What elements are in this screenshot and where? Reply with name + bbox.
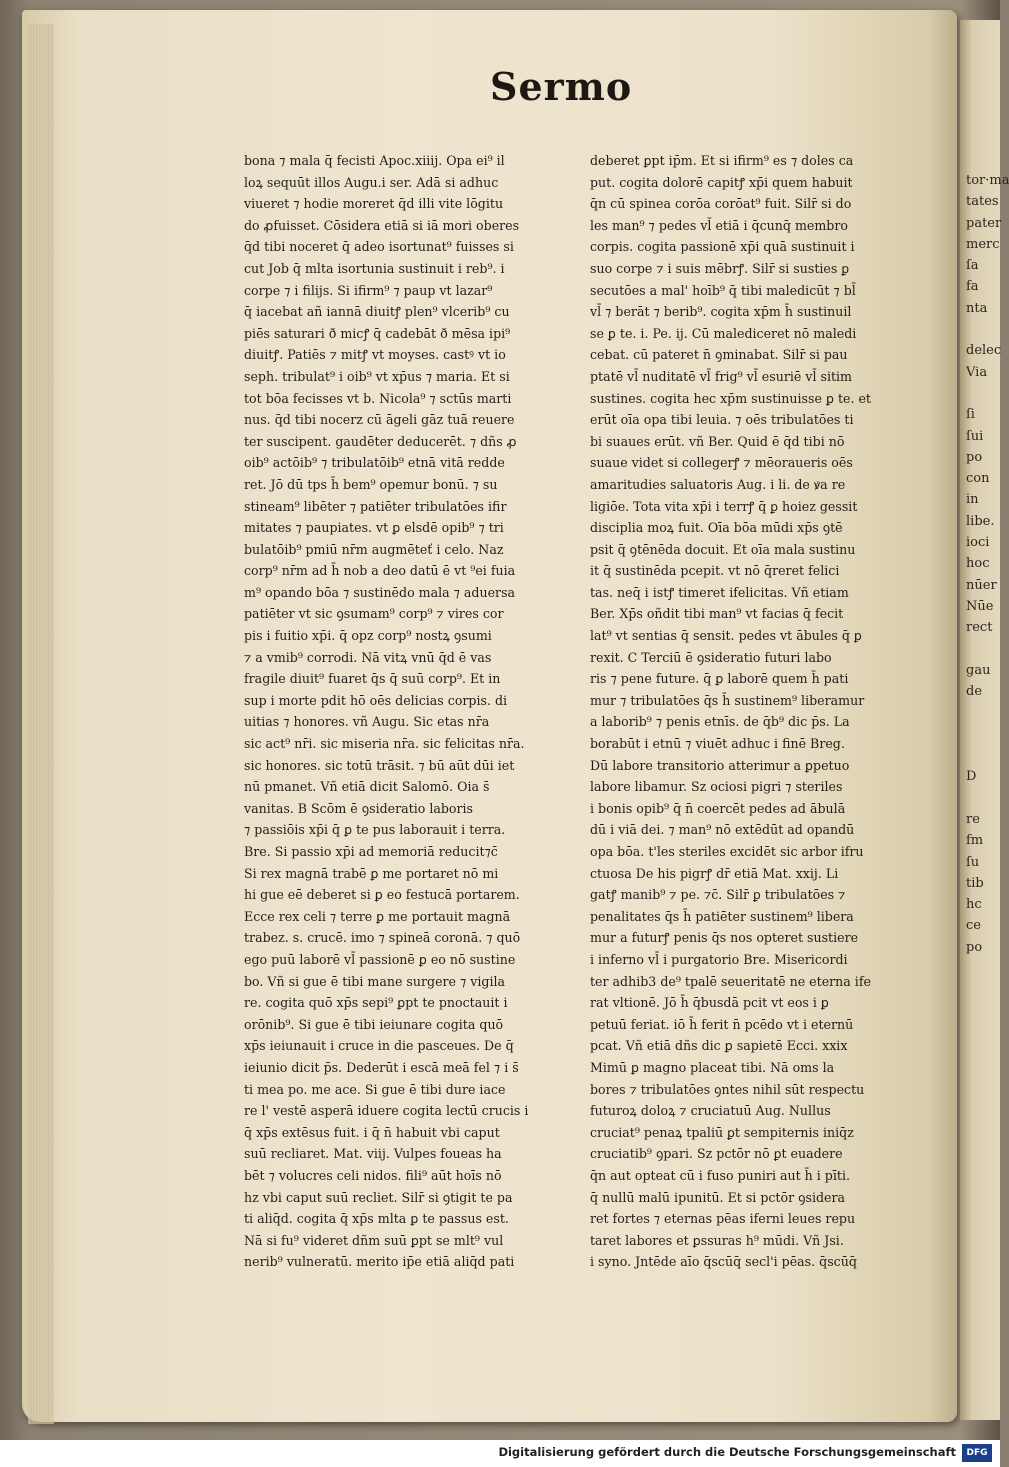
text-line: q̄ iacebat añ iannā diuitꝭ plen⁹ vlcerib⁹ cu xyxy=(244,304,510,320)
text-line: i syno. Jntēde aīo q̄scūq̄ secl'i pēas. q̄scūq̄ xyxy=(590,1254,857,1270)
text-line: stineam⁹ libēter ⁊ patiēter tribulatōes ifir xyxy=(244,498,507,514)
text-line: it q̄ sustinēda pcepit. vt nō q̄reret felici xyxy=(590,563,840,579)
text-line: ⁊ passiōis xp̄i q̄ ꝑ te pus laborauit i terra. xyxy=(244,822,506,838)
text-line: futuroꝝ doloꝝ ⁊ cruciatuū Aug. Nullus xyxy=(590,1103,831,1119)
text-line: Bre. Si passio xp̄i ad memoriā reducit⁊c̄ xyxy=(244,844,498,859)
right-text-column xyxy=(590,150,920,1273)
text-line: uitias ⁊ honores. vñ Augu. Sic etas nr̄a xyxy=(244,714,490,730)
text-line: nū pmanet. Vñ etiā dicit Salomō. Oia s̄ xyxy=(244,779,490,795)
text-line: sustines. cogita hec xp̄m sustinuisse ꝑ te. et xyxy=(590,390,871,406)
text-line: q̄ nullū malū ipunitū. Et si pctōr ꝯsidera xyxy=(590,1189,846,1205)
text-line: vl̄ ⁊ berāt ⁊ berib⁹. cogita xp̄m h̄ sustinuil xyxy=(590,304,852,320)
text-line: fragile diuit⁹ fuaret q̄s q̄ suū corp⁹. Et in xyxy=(244,671,501,687)
text-line: put. cogita dolorē capitꝭ xp̄i quem habuit xyxy=(590,174,853,190)
text-line: suū recliaret. Mat. viij. Vulpes foueas ha xyxy=(244,1146,502,1162)
running-head: Sermo xyxy=(490,64,633,109)
text-line: bona ⁊ mala q̄ fecisti Apoc.xiiij. Opa ei⁹ il xyxy=(244,153,505,168)
text-line: suaue videt si collegerꝭ ⁊ mēoraueris oēs xyxy=(590,455,853,471)
text-line: bo. Vñ si gue ē tibi mane surgere ⁊ vigila xyxy=(244,973,506,989)
text-line: taret labores et ꝑssuras h⁹ mūdi. Vñ Jsi. xyxy=(590,1232,844,1248)
text-line: ieiunio dicit p̄s. Dederūt i escā meā fel ⁊ i s̄ xyxy=(244,1059,519,1075)
text-line: penalitates q̄s h̄ patiēter sustinem⁹ libera xyxy=(590,908,854,924)
text-line: tot bōa fecisses vt b. Nicola⁹ ⁊ sctūs marti xyxy=(244,390,512,406)
text-line: nerib⁹ vulneratū. merito ip̄e etiā aliq̄d pati xyxy=(244,1254,515,1270)
adjacent-page-text: tor·ma tates pater merc ſa fa nta delec Via ſi ſui po con in libe. ioci hoc nūer Nūe rect gau de D re fm ſu tib hc ce po xyxy=(966,173,1009,955)
text-line: m⁹ opando bōa ⁊ sustinēdo mala ⁊ aduersa xyxy=(244,584,516,600)
text-line: xp̄s ieiunauit i cruce in die pasceues. De q̄ xyxy=(244,1038,514,1054)
text-line: hz vbi caput suū recliet. Silr̄ si ꝯtigit te pa xyxy=(244,1189,513,1205)
text-line: petuū feriat. iō h̄ ferit n̄ pcēdo vt i eternū xyxy=(590,1016,854,1032)
text-line: corpe ⁊ i filijs. Si ifirm⁹ ⁊ paup vt lazar⁹ xyxy=(244,282,493,298)
text-line: lat⁹ vt sentias q̄ sensit. pedes vt ābules q̄ ꝑ xyxy=(590,628,862,644)
text-line: mur a futurꝭ penis q̄s nos opteret sustiere xyxy=(590,930,859,946)
text-line: orōnib⁹. Si gue ē tibi ieiunare cogita quō xyxy=(244,1016,504,1032)
text-line: cut Job q̄ mlta isortunia sustinuit i reb⁹. i xyxy=(244,260,505,276)
text-line: piēs saturari ð micꝭ q̄ cadebāt ð mēsa ipi⁹ xyxy=(244,325,511,341)
text-line: ego puū laborē vl̄ passionē ꝑ eo nō sustine xyxy=(244,951,516,967)
dfg-logo: DFG xyxy=(962,1444,992,1462)
text-line: suo corpe ⁊ i suis mēbrꝭ. Silr̄ si susties ꝑ xyxy=(590,260,850,276)
text-line: oib⁹ actōib⁹ ⁊ tribulatōib⁹ etnā vitā redde xyxy=(244,455,505,471)
text-line: q̄ xp̄s extēsus fuit. i q̄ n̄ habuit vbi caput xyxy=(244,1124,500,1140)
text-line: cruciat⁹ penaꝝ tpaliū ꝑt sempiternis iniq̄z xyxy=(590,1124,854,1140)
text-line: Dū labore transitorio atterimur a ꝑpetuo xyxy=(590,757,850,773)
text-line: rexit. C Terciū ē ꝯsideratio futuri labo xyxy=(590,649,832,665)
left-text-column xyxy=(244,150,574,1273)
text-line: trabez. s. crucē. imo ⁊ spineā coronā. ⁊ quō xyxy=(244,930,521,946)
text-line: rat vltionē. Jō h̄ q̄busdā pcit vt eos i ꝑ xyxy=(590,995,829,1011)
adjacent-page-fragment xyxy=(960,20,1009,1420)
text-line: q̄d tibi noceret q̄ adeo isortunat⁹ fuisses si xyxy=(244,239,514,255)
text-line: seph. tribulat⁹ i oib⁹ vt xp̄us ⁊ maria. Et si xyxy=(244,368,510,384)
text-line: se ꝑ te. i. Pe. ij. Cū malediceret nō maledi xyxy=(590,325,857,341)
text-line: mur ⁊ tribulatōes q̄s h̄ sustinem⁹ liberamur xyxy=(590,692,865,708)
text-line: les man⁹ ⁊ pedes vl̄ etiā i q̄cunq̄ membro xyxy=(590,217,848,233)
text-line: loꝝ sequūt illos Augu.i ser. Adā si adhuc xyxy=(244,174,499,190)
text-line: Mimū ꝑ magno placeat tibi. Nā oms la xyxy=(590,1059,835,1075)
text-line: Nā si fu⁹ videret dñm suū ꝑpt se mlt⁹ vul xyxy=(244,1232,504,1248)
page-stack-edge xyxy=(28,24,54,1424)
text-line: i bonis opib⁹ q̄ n̄ coercēt pedes ad ābulā xyxy=(590,800,846,816)
text-line: ret fortes ⁊ eternas pēas iferni leues repu xyxy=(590,1211,856,1227)
text-line: Si rex magnā trabē ꝑ me portaret nō mi xyxy=(244,865,499,881)
text-line: bi suaues erūt. vñ Ber. Quid ē q̄d tibi nō xyxy=(590,433,845,449)
text-line: viueret ⁊ hodie moreret q̄d illi vite lōgitu xyxy=(244,196,504,212)
text-line: nus. q̄d tibi nocerz cū āgeli gāz tuā reuere xyxy=(244,412,515,428)
text-line: ret. Jō dū tps h̄ bem⁹ opemur bonū. ⁊ su xyxy=(244,476,498,492)
text-line: bēt ⁊ volucres celi nidos. fili⁹ aūt hoīs nō xyxy=(244,1167,502,1183)
text-line: ti mea po. me ace. Si gue ē tibi dure iace xyxy=(244,1081,506,1097)
text-line: q̄n cū spinea corōa corōat⁹ fuit. Silr̄ si do xyxy=(590,196,852,212)
text-line: psit q̄ ꝯtēnēda docuit. Et oīa mala sustinu xyxy=(590,541,856,557)
text-line: pis i fuitio xp̄i. q̄ opz corp⁹ nostꝝ ꝯsumi xyxy=(244,628,492,644)
text-line: ris ⁊ pene future. q̄ ꝑ laborē quem h̄ pati xyxy=(590,671,849,687)
text-line: borabūt i etnū ⁊ viuēt adhuc i finē Breg. xyxy=(590,736,845,752)
text-line: re l' vestē asperā iduere cogita lectū crucis i xyxy=(244,1103,529,1119)
text-line: sic act⁹ nr̄i. sic miseria nr̄a. sic felicitas nr̄a. xyxy=(244,736,525,752)
text-line: cebat. cū pateret n̄ ꝯminabat. Silr̄ si pau xyxy=(590,347,848,363)
text-line: sic honores. sic totū trāsit. ⁊ bū aūt dūi iet xyxy=(244,757,515,773)
text-line: ter suscipent. gaudēter deducerēt. ⁊ dñs ꝓ xyxy=(244,433,517,449)
text-line: ligiōe. Tota vita xp̄i i terrꝭ q̄ ꝑ hoiez gessit xyxy=(590,498,858,514)
text-line: deberet ꝑpt ip̄m. Et si ifirm⁹ es ⁊ doles ca xyxy=(590,153,854,168)
text-line: cruciatib⁹ ꝯpari. Sz pctōr nō ꝑt euadere xyxy=(590,1146,843,1162)
text-line: Ecce rex celi ⁊ terre ꝑ me portauit magnā xyxy=(244,908,511,924)
text-line: labore libamur. Sz ociosi pigri ⁊ steriles xyxy=(590,779,843,795)
text-line: do ꝓfuisset. Cōsidera etiā si iā mori oberes xyxy=(244,217,520,233)
text-line: Ber. Xp̄s oñdit tibi man⁹ vt facias q̄ fecit xyxy=(590,606,844,622)
text-line: a laborib⁹ ⁊ penis etnīs. de q̄b⁹ dic p̄s. La xyxy=(590,714,850,730)
text-line: gatꝭ manib⁹ ⁊ pe. ⁊c̄. Silr̄ ꝑ tribulatōes ⁊ xyxy=(590,887,846,903)
text-line: ctuosa De his pigrꝭ dr̄ etiā Mat. xxij. Li xyxy=(590,865,839,881)
text-line: disciplia moꝝ fuit. Oīa bōa mūdi xp̄s ꝯtē xyxy=(590,520,843,536)
text-line: pcat. Vñ etiā dñs dic ꝑ sapietē Ecci. xxix xyxy=(590,1038,848,1054)
text-line: ter adhib3 de⁹ tpalē seueritatē ne eterna ife xyxy=(590,973,871,989)
text-line: hi gue eē deberet si ꝑ eo festucā portarem. xyxy=(244,887,520,903)
footer-bar xyxy=(0,1440,1000,1467)
text-line: corp⁹ nr̄m ad h̄ nob a deo datū ē vt ⁹ei fuia xyxy=(244,563,516,579)
text-line: diuitꝭ. Patiēs ⁊ mitꝭ vt moyses. castꝰ vt io xyxy=(244,347,506,363)
text-line: q̄n aut opteat cū i fuso puniri aut h̄ i pīti. xyxy=(590,1167,850,1183)
text-line: corpis. cogita passionē xp̄i quā sustinuit i xyxy=(590,239,855,255)
text-line: re. cogita quō xp̄s sepi⁹ ꝑpt te pnoctauit i xyxy=(244,995,508,1011)
text-line: i inferno vl̄ i purgatorio Bre. Misericordi xyxy=(590,951,848,967)
text-line: bores ⁊ tribulatōes ꝯntes nihil sūt respectu xyxy=(590,1081,865,1097)
text-line: ptatē vl̄ nuditatē vl̄ frig⁹ vl̄ esuriē vl̄ sitim xyxy=(590,368,853,384)
text-line: tas. neq̄ i istꝭ timeret ifelicitas. Vñ etiam xyxy=(590,584,849,600)
text-line: bulatōib⁹ pmiū nr̄m augmēteť i celo. Naz xyxy=(244,541,504,557)
text-line: amaritudies saluatoris Aug. i li. de ꝟa re xyxy=(590,476,846,492)
text-line: vanitas. B Scōm ē ꝯsideratio laboris xyxy=(244,800,474,816)
text-line: mitates ⁊ paupiates. vt ꝑ elsdē opib⁹ ⁊ tri xyxy=(244,520,504,536)
funding-credit: Digitalisierung gefördert durch die Deutsche Forschungsgemeinschaft xyxy=(498,1445,956,1459)
text-line: sup i morte pdit hō oēs delicias corpis. di xyxy=(244,692,508,708)
text-line: patiēter vt sic ꝯsumam⁹ corp⁹ ⁊ vires cor xyxy=(244,606,504,622)
text-line: ti aliq̄d. cogita q̄ xp̄s mlta ꝑ te passus est. xyxy=(244,1211,509,1227)
text-line: erūt oīa opa tibi leuia. ⁊ oēs tribulatōes ti xyxy=(590,412,854,428)
text-line: opa bōa. t'les steriles excidēt sic arbor ifru xyxy=(590,844,864,859)
text-line: secutōes a mal' hoīb⁹ q̄ tibi maledicūt ⁊ bl̄ xyxy=(590,282,856,298)
text-line: dū i viā dei. ⁊ man⁹ nō extēdūt ad opandū xyxy=(590,822,855,838)
text-line: ⁊ a vmib⁹ corrodi. Nā vitꝝ vnū q̄d ē vas xyxy=(244,649,492,665)
